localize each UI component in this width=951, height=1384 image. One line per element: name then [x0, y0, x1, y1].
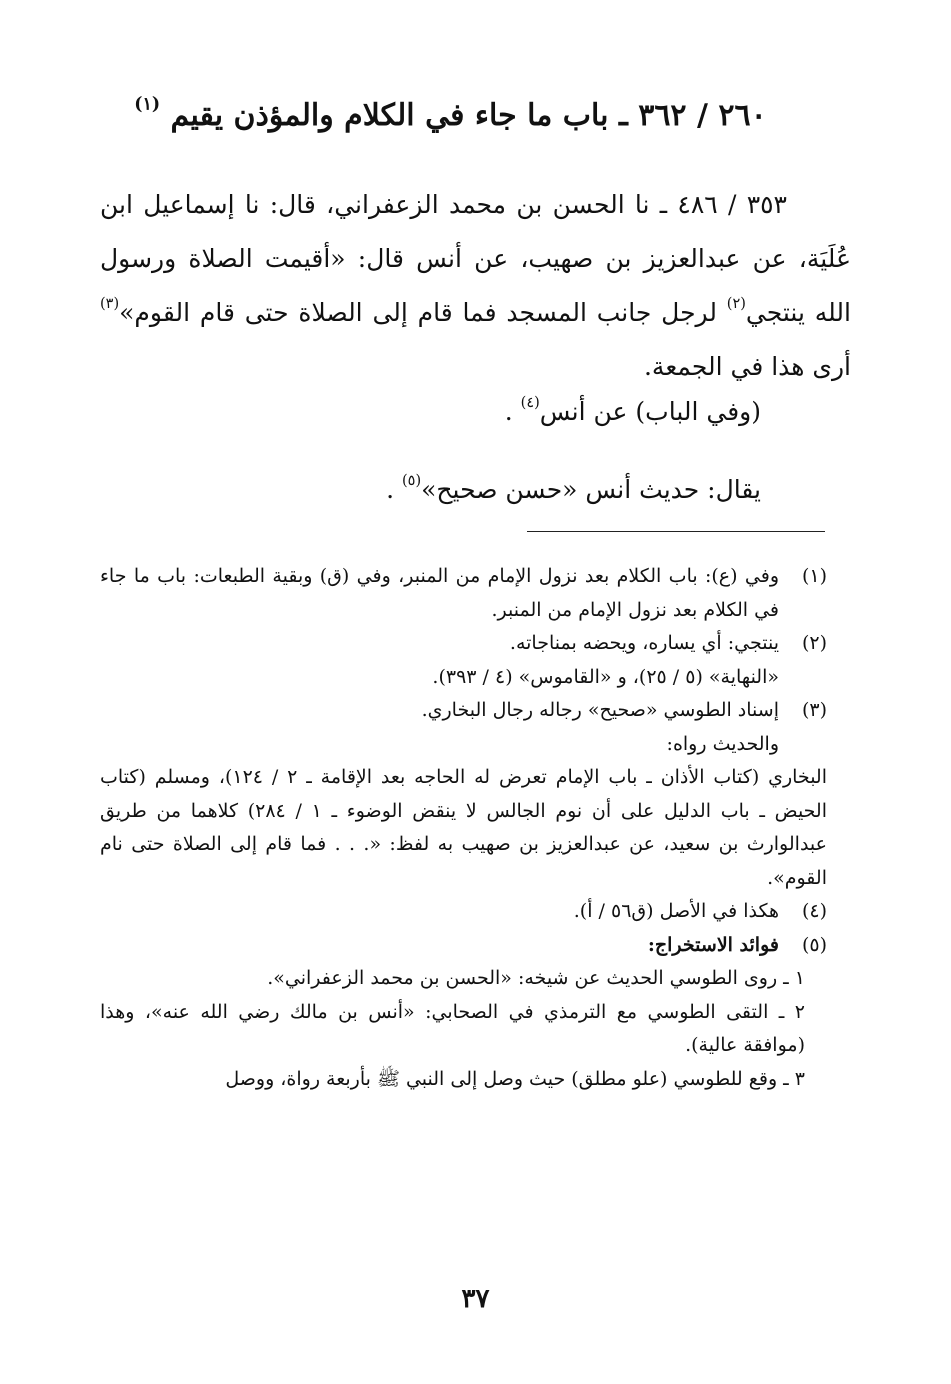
hadith-text: [100, 178, 851, 394]
hadith-part-1: ٣٥٣ / ٤٨٦ ـ نا الحسن بن محمد الزعفراني، قال: نا إسماعيل ابن عُلَيَة، عن عبدالعزيز بن صهيب، عن أنس قال: «أقيمت الصلاة ورسول الله ينتجي: [100, 190, 851, 327]
grade-note: [100, 470, 761, 510]
footnote-5-item-3: ٣ ـ وقع للطوسي (علو مطلق) حيث وصل إلى النبي ﷺ بأربعة رواة، ووصل: [225, 1067, 805, 1090]
bab-note: [100, 392, 761, 432]
footnote-ref-2: (٢): [726, 295, 746, 312]
footnote-number-2: (٢): [801, 632, 827, 654]
footnote-5-item-1: ١ ـ روى الطوسي الحديث عن شيخه: «الحسن بن محمد الزعفراني».: [267, 967, 805, 989]
grade-note-end: .: [386, 475, 402, 504]
footnote-separator: [527, 531, 825, 532]
footnote-1-text: وفي (ع): باب الكلام بعد نزول الإمام من المنبر، وفي (ق) وبقية الطبعات: باب ما جاء في الكلام بعد نزول الإمام من المنبر.: [100, 565, 780, 621]
hadith-part-2: لرجل جانب المسجد فما قام إلى الصلاة حتى قام القوم»: [119, 298, 727, 327]
footnote-3-sources: البخاري (كتاب الأذان ـ باب الإمام تعرض له الحاجه بعد الإقامة ـ ٢ / ١٢٤)، ومسلم (كتاب الحيض ـ باب الدليل على أن نوم الجالس لا ينقض الوضوء ـ ١ / ٢٨٤) كلاهما من طريق عبدالوارث بن سعيد، عن عبدالعزيز بن صهيب به لفظ: «. . . فما قام إلى الصلاة حتى نام القوم».: [100, 766, 828, 889]
footnote-2: [100, 627, 827, 694]
footnote-4-text: هكذا في الأصل (ق٥٦ / أ).: [573, 900, 779, 922]
footnote-ref-5: (٥): [401, 472, 422, 489]
footnote-ref-3: (٣): [100, 295, 120, 312]
footnote-5-item-2: ٢ ـ التقى الطوسي مع الترمذي في الصحابي: «أنس بن مالك رضي الله عنه»، وهذا (موافقة عالية).: [100, 1000, 805, 1056]
footnote-number-3: (٣): [801, 699, 827, 721]
footnote-2-line-1: ينتجي: أي يساره، ويحضه بمناجاته.: [509, 632, 779, 654]
footnote-ref-4: (٤): [520, 394, 540, 411]
chapter-name: باب ما جاء في الكلام والمؤذن يقيم: [170, 98, 609, 133]
footnote-2-line-2: «النهاية» (٥ / ٢٥)، و «القاموس» (٤ / ٣٩٣).: [432, 665, 779, 688]
chapter-title: [100, 96, 801, 135]
footnote-3-line-2: والحديث رواه:: [666, 732, 779, 755]
footnote-3: [100, 694, 827, 761]
grade-note-text: يقال: حديث أنس «حسن صحيح»: [421, 475, 761, 504]
footnote-3-line-1: إسناد الطوسي «صحيح» رجاله رجال البخاري.: [421, 699, 779, 721]
chapter-number: ٢٦٠ / ٣٦٢: [638, 98, 767, 133]
footnote-4: [100, 895, 827, 929]
hadith-part-3: أرى هذا في الجمعة.: [643, 352, 851, 381]
footnote-1: [100, 560, 827, 627]
footnotes: [100, 560, 827, 1096]
page-number: ٣٧: [461, 1284, 490, 1314]
bab-note-end: .: [504, 397, 521, 426]
footnote-5: [100, 929, 827, 963]
footnote-number-5: (٥): [801, 933, 827, 956]
footnote-5-heading: فوائد الاستخراج:: [647, 933, 779, 956]
footnote-number-1: (١): [801, 565, 827, 587]
bab-note-text: (وفي الباب) عن أنس: [539, 397, 761, 426]
footnote-number-4: (٤): [801, 900, 827, 922]
footnote-ref-1: (١): [134, 94, 161, 115]
chapter-dash: ـ: [608, 98, 628, 133]
